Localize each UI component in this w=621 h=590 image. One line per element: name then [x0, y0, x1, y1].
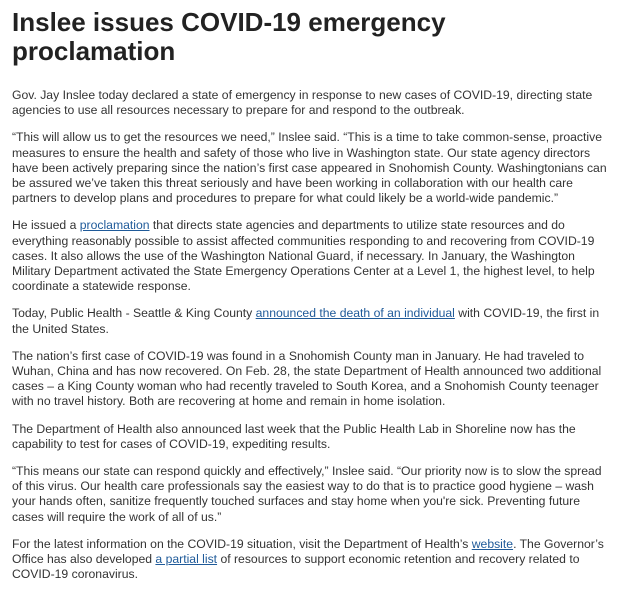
- death-announcement-link[interactable]: announced the death of an individual: [255, 306, 455, 321]
- paragraph-4-text-before: Today, Public Health - Seattle & King County: [12, 306, 256, 321]
- partial-list-link[interactable]: a partial list: [155, 552, 218, 567]
- proclamation-link[interactable]: proclamation: [79, 218, 150, 233]
- paragraph-4-text-after: with COVID-19, the first in the United States.: [12, 306, 600, 336]
- paragraph-1: Gov. Jay Inslee today declared a state of emergency in response to new cases of COVID-19, directing state agencies to use all resources necessary to prepare for and respond to the outbreak.: [12, 88, 593, 118]
- paragraph-7: “This means our state can respond quickly and effectively,” Inslee said. “Our priority now is to slow the spread of this virus. Our health care professionals say the easiest way to do that is to practice good hygiene – wash your hands often, sanitize frequently touched surfaces and stay home when you're sick. Preventing future cases will require the work of all of us.”: [12, 464, 602, 524]
- paragraph-5: The nation’s first case of COVID-19 was found in a Snohomish County man in January. He had traveled to Wuhan, China and has now recovered. On Feb. 28, the state Department of Health announced two additional cases – a King County woman who had recently traveled to South Korea, and a Snohomish County teenager with no travel history. Both are recovering at home and remain in home isolation.: [12, 348, 602, 409]
- paragraph-3-text-after: that directs state agencies and departments to utilize state resources and do everything reasonably possible to assist affected communities responding to and recovering from COVID-19 cases. It also allows the use of the Washington National Guard, if necessary. In January, the Washington Military Department activated the State Emergency Operations Center at a Level 1, the highest level, to help coordinate a statewide response.: [12, 218, 595, 294]
- paragraph-6: The Department of Health also announced last week that the Public Health Lab in Shoreline now has the capability to test for cases of COVID-19, expediting results.: [12, 421, 576, 451]
- paragraph-4: [12, 306, 609, 336]
- page-title: Inslee issues COVID-19 emergency proclamation: [12, 7, 446, 66]
- paragraph-8-text-before: For the latest information on the COVID-19 situation, visit the Department of Health’s: [12, 536, 472, 551]
- paragraph-8: [12, 537, 609, 583]
- doh-website-link[interactable]: website: [471, 536, 514, 551]
- paragraph-2: “This will allow us to get the resources we need,” Inslee said. “This is a time to take common-sense, proactive measures to ensure the health and safety of those who live in Washington state. Our state agency directors have been actively preparing since the nation’s first case appeared in Snohomish County. Washingtonians can be assured we’ve taken this threat seriously and have been working in collaboration with our health care partners to develop plans and procedures to prepare for what could likely be a world-wide pandemic.”: [12, 130, 607, 206]
- paragraph-3: [12, 218, 609, 294]
- paragraph-3-text-before: He issued a: [12, 218, 80, 233]
- paragraph-8-text-after: of resources to support economic retention and recovery related to COVID-19 coronavirus.: [12, 552, 580, 582]
- paragraph-8-text-middle: . The Governor’s Office has also developed: [12, 536, 604, 567]
